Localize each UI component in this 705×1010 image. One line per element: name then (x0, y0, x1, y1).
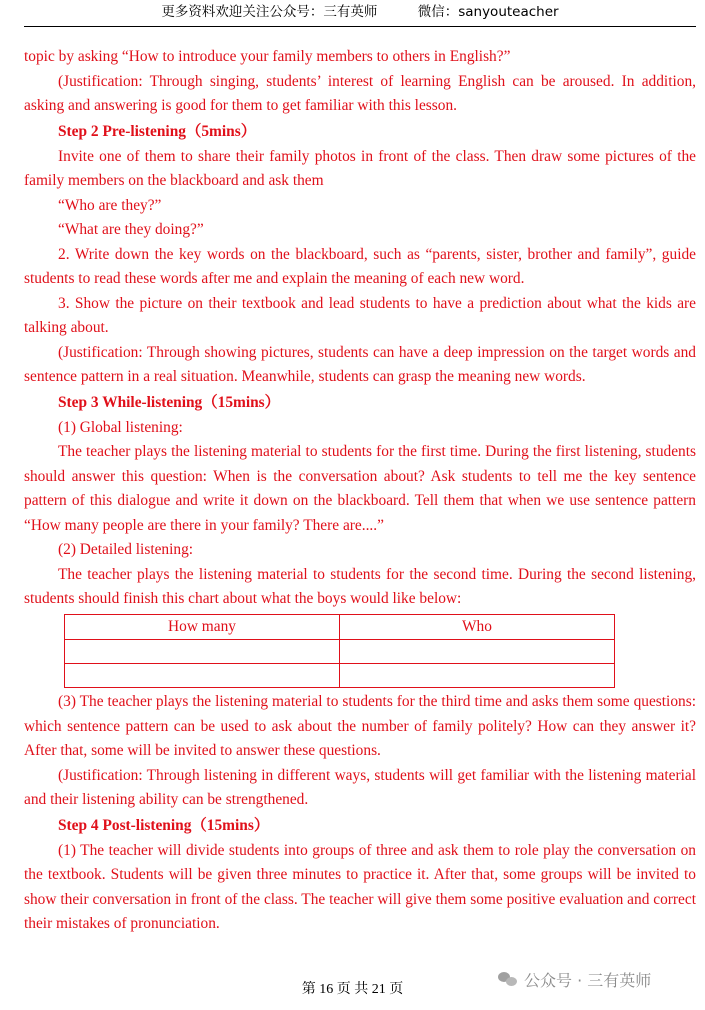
paragraph: 2. Write down the key words on the blackboard, such as “parents, sister, brother and family”, guide students to read these words after me and explain the meaning of each new word. (24, 245, 696, 287)
page-header (24, 0, 696, 27)
table-cell (340, 664, 615, 688)
paragraph: The teacher plays the listening material to students for the first time. During the first listening, students should answer this question: When is the conversation about? Ask students to tell me the key sentence pattern of this dialogue and write it down on the blackboard. Tell them that when we use sentence pattern “How many people are there in your family? There are....” (24, 443, 696, 534)
paragraph: “What are they doing?” (58, 221, 204, 238)
watermark (498, 968, 651, 991)
paragraph: Invite one of them to share their family photos in front of the class. Then draw some pictures of the family members on the blackboard and ask them (24, 147, 696, 189)
step-heading: Step 3 While-listening（15mins） (58, 393, 281, 411)
paragraph: (1) The teacher will divide students into groups of three and ask them to role play the conversation on the textbook. Students will be given three minutes to practice it. After that, some groups will be invited to show their conversation in front of the class. The teacher will give them some positive evaluation and correct their mistakes of pronunciation. (24, 841, 696, 932)
paragraph: “Who are they?” (58, 196, 162, 214)
table-cell (65, 640, 340, 664)
paragraph: (1) Global listening: (58, 418, 183, 436)
header-account-text: 更多资料欢迎关注公众号：三有英师 (161, 4, 378, 20)
step-heading: Step 2 Pre-listening（5mins） (58, 122, 257, 140)
justification-paragraph: (Justification: Through listening in different ways, students will get familiar with the listening material and their listening ability can be strengthened. (24, 766, 696, 808)
paragraph: (3) The teacher plays the listening material to students for the third time and asks them some questions: which sentence pattern can be used to ask about the number of family politely? How can they answer it? After that, some will be invited to answer these questions. (24, 693, 696, 759)
paragraph: (2) Detailed listening: (58, 541, 194, 558)
listening-chart-table (64, 614, 615, 689)
page-number: 第 16 页 共 21 页 (301, 982, 404, 997)
table-header-row (65, 614, 615, 640)
table-cell (340, 640, 615, 664)
table-cell (65, 664, 340, 688)
document-body (24, 45, 696, 937)
table-header-cell: Who (340, 614, 615, 640)
table-row (65, 664, 615, 688)
justification-paragraph: (Justification: Through showing pictures, students can have a deep impression on the target words and sentence pattern in a real situation. Meanwhile, students can grasp the meaning new words. (24, 343, 696, 385)
justification-paragraph: (Justification: Through singing, students’ interest of learning English can be aroused. In addition, asking and answering is good for them to get familiar with this lesson. (24, 72, 696, 114)
watermark-text: 公众号 · 三有英师 (524, 971, 652, 990)
table-header-cell: How many (65, 614, 340, 640)
header-wechat-text: 微信：sanyouteacher (417, 4, 559, 20)
step-heading: Step 4 Post-listening（15mins） (58, 816, 270, 834)
wechat-icon (498, 972, 518, 987)
paragraph: topic by asking “How to introduce your family members to others in English?” (24, 48, 511, 65)
table-row (65, 640, 615, 664)
paragraph: The teacher plays the listening material to students for the second time. During the second listening, students should finish this chart about what the boys would like below: (24, 565, 696, 607)
paragraph: 3. Show the picture on their textbook and lead students to have a prediction about what the kids are talking about. (24, 294, 696, 336)
